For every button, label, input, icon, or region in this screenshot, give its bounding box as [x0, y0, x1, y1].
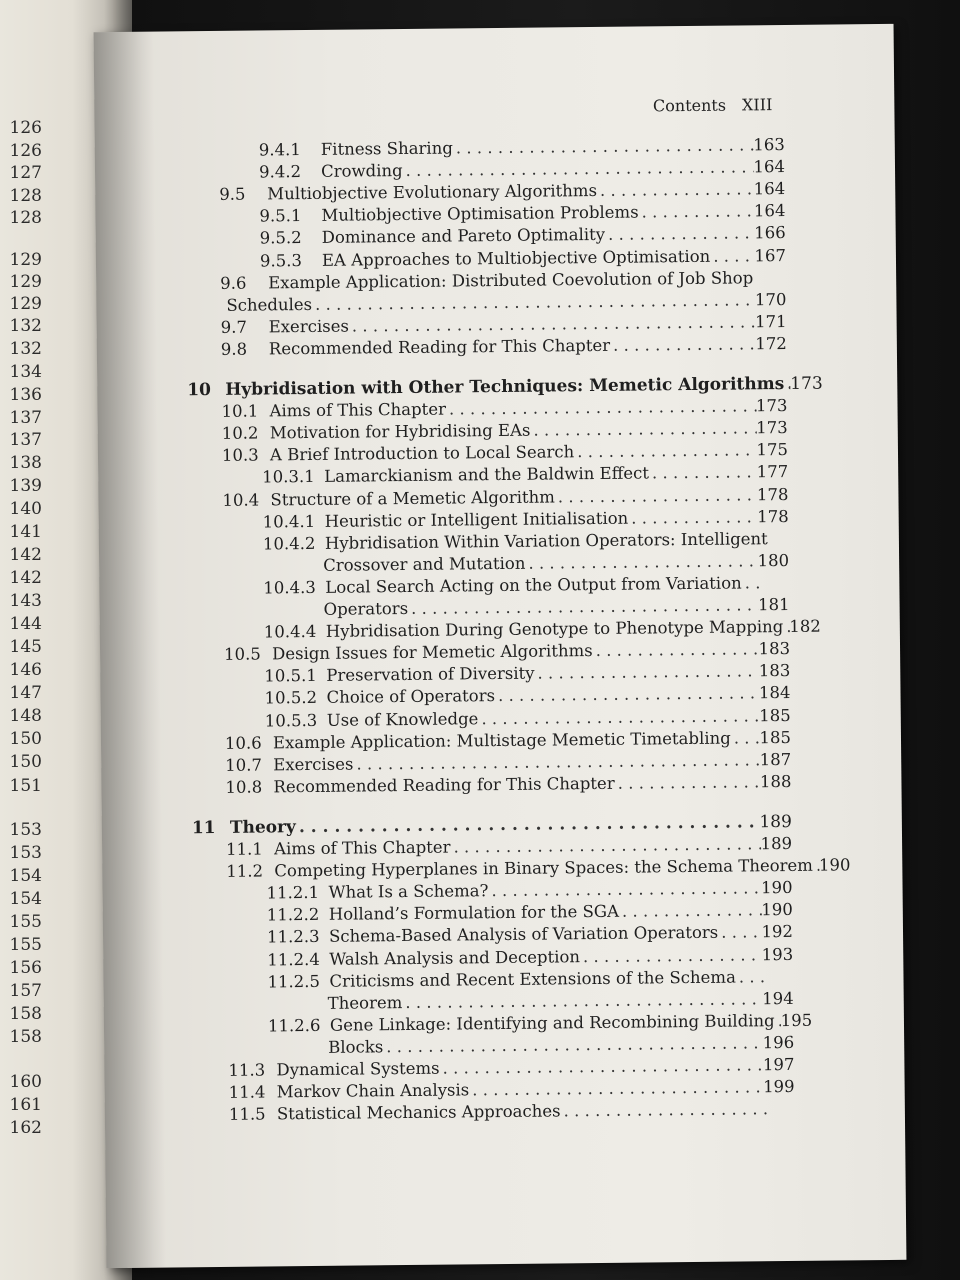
dot-leader — [439, 1055, 763, 1077]
toc-entry-number: 10.1 — [221, 401, 259, 421]
dot-leader — [530, 418, 756, 439]
previous-page-number: 143 — [9, 591, 42, 611]
previous-page-number: 155 — [9, 912, 42, 932]
toc-entry-page-number: 188 — [759, 771, 792, 792]
toc-entry-line — [221, 334, 787, 362]
toc-entry-page-number: 164 — [753, 157, 786, 177]
dot-leader — [469, 1077, 763, 1099]
toc-entry-page-number: 190 — [760, 878, 793, 898]
dot-leader — [731, 728, 760, 747]
contents-page — [94, 24, 907, 1268]
dot-leader — [450, 834, 760, 856]
previous-page-number: 162 — [9, 1118, 42, 1138]
toc-entry-title: Motivation for Hybridising EAs — [269, 420, 531, 443]
previous-page-number: 126 — [9, 141, 42, 161]
previous-page-number: 154 — [9, 866, 42, 886]
toc-entry-title: Design Issues for Memetic Algorithms — [271, 641, 593, 664]
dot-leader — [615, 772, 760, 793]
toc-entry-page-number: 189 — [759, 811, 792, 833]
dot-leader — [580, 945, 762, 966]
previous-page-number: 158 — [9, 1027, 42, 1047]
previous-page-number: 129 — [9, 250, 42, 270]
toc-entry-page-number: 171 — [755, 311, 787, 332]
dot-leader — [296, 812, 760, 837]
previous-page-number: 128 — [9, 208, 42, 228]
previous-page-number: 142 — [9, 545, 42, 565]
previous-page-number: 126 — [9, 118, 42, 138]
toc-entry-title: Use of Knowledge — [326, 708, 479, 730]
previous-page-number: 137 — [9, 430, 42, 450]
toc-entry-number: 11.3 — [228, 1060, 266, 1080]
toc-entry-title: Structure of a Memetic Algorithm — [270, 486, 555, 509]
dot-leader — [593, 639, 759, 660]
dot-leader — [353, 750, 759, 773]
spine-shadow — [94, 32, 167, 1269]
toc-entry-number: 9.6 — [220, 273, 247, 293]
toc-entry-number: 10.4.3 — [263, 577, 316, 598]
previous-page-number: 161 — [9, 1095, 42, 1115]
toc-entry-page-number: 163 — [753, 134, 785, 155]
previous-page-number: 129 — [9, 294, 42, 314]
toc-entry-number: 10.3.1 — [262, 467, 315, 487]
toc-entry-page-number: 187 — [759, 749, 792, 769]
previous-page-number: 128 — [9, 186, 42, 206]
toc-entry-title: Criticisms and Recent Extensions of the Schema — [329, 967, 736, 991]
toc-entry-title: Schema-Based Analysis of Variation Operators — [328, 923, 719, 947]
toc-entry-page-number: 197 — [762, 1054, 795, 1075]
toc-entry-page-number: 199 — [763, 1077, 795, 1097]
previous-page-number: 157 — [9, 981, 42, 1001]
dot-leader — [446, 396, 756, 418]
toc-entry-page-number: 181 — [757, 594, 790, 615]
previous-page-number: 141 — [9, 522, 42, 542]
toc-entry-title: EA Approaches to Multiobjective Optimisation — [321, 246, 711, 270]
previous-page-number: 137 — [9, 408, 42, 428]
previous-page-number: 144 — [9, 614, 42, 634]
toc-entry-title: Hybridisation Within Variation Operators: Intelligent — [324, 528, 768, 553]
toc-entry-page-number: 192 — [761, 922, 794, 942]
toc-entry-title: Example Application: Multistage Memetic Timetabling — [272, 728, 731, 752]
toc-entry-page-number: 178 — [756, 484, 789, 504]
toc-entry-title: Hybridisation with Other Techniques: Memetic Algorithms — [225, 374, 785, 400]
toc-entry-title: Dominance and Pareto Optimality — [321, 225, 606, 248]
toc-entry-page-number: 189 — [760, 833, 793, 854]
toc-entry-page-number: 183 — [758, 639, 791, 659]
toc-entry-page-number: 167 — [754, 245, 787, 265]
toc-entry-title: Hybridisation During Genotype to Phenotype Mapping — [325, 617, 784, 641]
dot-leader — [639, 202, 755, 222]
toc-entry-title: Choice of Operators — [326, 686, 496, 708]
toc-entry-page-number: 178 — [757, 506, 789, 526]
dot-leader — [495, 684, 759, 706]
toc-entry-number: 9.7 — [220, 317, 247, 337]
toc-entry-page-number: 193 — [761, 944, 794, 964]
previous-page-number: 132 — [9, 339, 42, 359]
toc-entry-number: 10 — [187, 380, 212, 401]
toc-entry-page-number: 196 — [762, 1032, 795, 1053]
toc-entry-title: Lamarckianism and the Baldwin Effect — [324, 463, 650, 487]
toc-entry-title: Recommended Reading for This Chapter — [273, 773, 615, 797]
toc-entry-title: Schedules — [226, 294, 313, 315]
dot-leader — [597, 180, 754, 201]
toc-entry-number: 9.5.1 — [259, 206, 302, 226]
dot-leader — [534, 662, 758, 683]
toc-entry-title: Holland’s Formulation for the SGA — [328, 902, 620, 925]
previous-page-number: 151 — [9, 776, 42, 796]
toc-entry-number: 11.2.2 — [266, 905, 320, 925]
previous-page-number: 142 — [9, 568, 42, 588]
previous-page-number: 155 — [9, 935, 42, 955]
dot-leader — [349, 312, 755, 335]
toc-entry-page-number: 177 — [756, 462, 789, 482]
running-header-title: Contents — [652, 95, 727, 116]
toc-entry-number: 11.2.6 — [267, 1015, 321, 1036]
toc-entry-title: Crowding — [320, 161, 403, 181]
running-header — [653, 95, 773, 115]
toc-entry-number: 10.5.1 — [264, 666, 317, 686]
toc-entry-number: 9.5 — [219, 184, 246, 205]
toc-entry-page-number: 190 — [761, 900, 793, 920]
toc-entry-title: Example Application: Distributed Coevolution of Job Shop — [268, 267, 754, 293]
toc-entry-title: Multiobjective Optimisation Problems — [321, 202, 639, 226]
toc-entry-number: 10.2 — [221, 423, 259, 444]
toc-entry-page-number: 173 — [756, 418, 788, 438]
toc-entry-page-number: 182 — [789, 616, 821, 637]
toc-entry-number: 11.5 — [228, 1104, 266, 1125]
toc-entry-title: Fitness Sharing — [320, 138, 453, 159]
toc-entry-number: 11.1 — [226, 839, 263, 859]
toc-entry-title: Theorem — [327, 992, 403, 1013]
toc-entry-page-number: 164 — [753, 201, 786, 221]
toc-entry-number: 11 — [191, 817, 216, 839]
toc-entry-page-number: 172 — [755, 333, 787, 354]
toc-entry-number: 9.8 — [220, 339, 248, 359]
toc-entry-number: 10.5.3 — [264, 710, 318, 730]
toc-entry-page-number: 173 — [755, 396, 788, 416]
toc-entry-page-number: 190 — [818, 855, 851, 875]
previous-page-number: 147 — [9, 683, 42, 703]
toc-entry-page-number: 195 — [780, 1010, 813, 1030]
toc-entry-title: Local Search Acting on the Output from Variation — [325, 573, 742, 597]
previous-page-number: 146 — [9, 660, 42, 680]
previous-page-number: 160 — [9, 1072, 42, 1092]
toc-entry-page-number: 164 — [753, 179, 786, 199]
toc-entry-title: Exercises — [268, 316, 349, 337]
previous-page-number: 136 — [9, 385, 42, 405]
toc-entry-page-number: 173 — [790, 373, 823, 394]
toc-entry-number: 9.5.2 — [259, 228, 302, 248]
toc-entry-title: Exercises — [273, 754, 354, 775]
toc-entry-title: Aims of This Chapter — [274, 837, 451, 859]
toc-entry-number: 11.2 — [226, 861, 264, 881]
toc-entry-title: Preservation of Diversity — [326, 663, 535, 686]
dot-leader — [742, 573, 764, 592]
toc-entry-title: Walsh Analysis and Deception — [329, 946, 581, 969]
toc-entry-number: 10.4 — [222, 490, 260, 510]
toc-entry-title: Crossover and Mutation — [323, 553, 526, 575]
toc-entry-title: Competing Hyperplanes in Binary Spaces: the Schema Theorem — [274, 855, 814, 881]
previous-page-number: 154 — [9, 889, 42, 909]
toc-entry-title: Operators — [323, 598, 409, 619]
previous-page-number: 156 — [9, 958, 42, 978]
toc-entry-title: Statistical Mechanics Approaches — [276, 1101, 561, 1124]
toc-entry-number: 10.5.2 — [264, 688, 318, 708]
previous-page-number: 153 — [9, 820, 42, 840]
dot-leader — [736, 967, 768, 986]
dot-leader — [710, 246, 754, 265]
dot-leader — [383, 1033, 763, 1056]
page-folio: XIII — [741, 95, 773, 115]
toc-entry-title: Aims of This Chapter — [269, 399, 447, 421]
toc-entry-title: Dynamical Systems — [276, 1058, 440, 1080]
toc-entry-title: Recommended Reading for This Chapter — [268, 335, 611, 359]
toc-entry-page-number: 185 — [759, 727, 792, 747]
toc-entry-page-number: 180 — [757, 550, 790, 571]
previous-page-number: 140 — [9, 499, 42, 519]
toc-entry-title: Blocks — [328, 1037, 384, 1057]
previous-page-number: 150 — [9, 752, 42, 772]
dot-leader — [605, 224, 754, 245]
toc-entry-number: 9.4.2 — [258, 162, 302, 182]
toc-entry-number: 10.4.4 — [263, 622, 317, 642]
toc-entry-number: 10.4.2 — [262, 533, 316, 554]
toc-entry-title: A Brief Introduction to Local Search — [269, 442, 575, 465]
toc-entry-number: 11.2.3 — [266, 927, 320, 947]
toc-entry-number: 10.8 — [225, 777, 263, 797]
previous-page-number: 153 — [9, 843, 42, 863]
toc-entry-page-number: 183 — [758, 661, 791, 681]
toc-entry-page-number: 184 — [758, 683, 791, 703]
dot-leader — [560, 1099, 769, 1120]
toc-entry-line — [225, 772, 791, 800]
previous-page-number: 158 — [9, 1004, 42, 1024]
previous-page-number: 138 — [9, 453, 42, 473]
previous-page-number: 145 — [9, 637, 42, 657]
toc-entry-title: What Is a Schema? — [328, 881, 489, 902]
toc-entry-number: 10.5 — [223, 644, 261, 665]
previous-page-number: 134 — [9, 362, 42, 382]
dot-leader — [610, 334, 755, 355]
toc-entry-page-number: 185 — [759, 705, 791, 725]
dot-leader — [408, 595, 758, 618]
dot-leader — [312, 290, 755, 314]
toc-entry-title: Heuristic or Intelligent Initialisation — [324, 508, 629, 531]
dot-leader — [649, 463, 757, 483]
dot-leader — [402, 989, 762, 1012]
previous-page-number: 129 — [9, 272, 42, 292]
dot-leader — [478, 706, 759, 728]
toc-entry-number: 10.7 — [225, 755, 263, 775]
toc-entry-number: 10.3 — [221, 445, 259, 466]
toc-entry-page-number: 194 — [762, 988, 794, 1008]
dot-leader — [403, 157, 754, 180]
dot-leader — [555, 485, 757, 506]
toc-entry-line — [229, 1099, 795, 1127]
toc-entry-number: 11.2.5 — [267, 971, 321, 992]
previous-page-number: 150 — [9, 729, 42, 749]
dot-leader — [525, 551, 757, 572]
dot-leader — [453, 135, 754, 157]
toc-entry-number: 11.2.4 — [267, 949, 320, 969]
toc-entry-page-number: 175 — [756, 440, 789, 460]
previous-page-number: 139 — [9, 476, 42, 496]
toc-entry-title: Theory — [229, 817, 296, 838]
toc-entry-page-number: 170 — [754, 289, 787, 309]
dot-leader — [718, 923, 762, 942]
toc-entry-number: 10.4.1 — [262, 511, 316, 532]
toc-entry-title: Gene Linkage: Identifying and Recombining Building — [329, 1010, 775, 1035]
previous-page-number: 132 — [9, 316, 42, 336]
toc-entry-number: 9.5.3 — [259, 250, 303, 270]
dot-leader — [574, 441, 756, 462]
previous-page-number: 127 — [9, 163, 42, 183]
toc-entry-title: Markov Chain Analysis — [276, 1080, 470, 1102]
toc-entry-number: 9.4.1 — [258, 140, 301, 160]
toc-entry-page-number: 166 — [754, 223, 786, 243]
toc-entry-number: 11.2.1 — [266, 883, 320, 903]
dot-leader — [488, 878, 761, 900]
toc-entry-number: 11.4 — [228, 1082, 266, 1102]
table-of-contents — [185, 134, 851, 1125]
toc-entry-title: Multiobjective Evolutionary Algorithms — [267, 181, 598, 204]
previous-page-number: 148 — [9, 706, 42, 726]
dot-leader — [619, 901, 762, 921]
dot-leader — [628, 507, 757, 527]
toc-entry-number: 10.6 — [224, 733, 262, 753]
